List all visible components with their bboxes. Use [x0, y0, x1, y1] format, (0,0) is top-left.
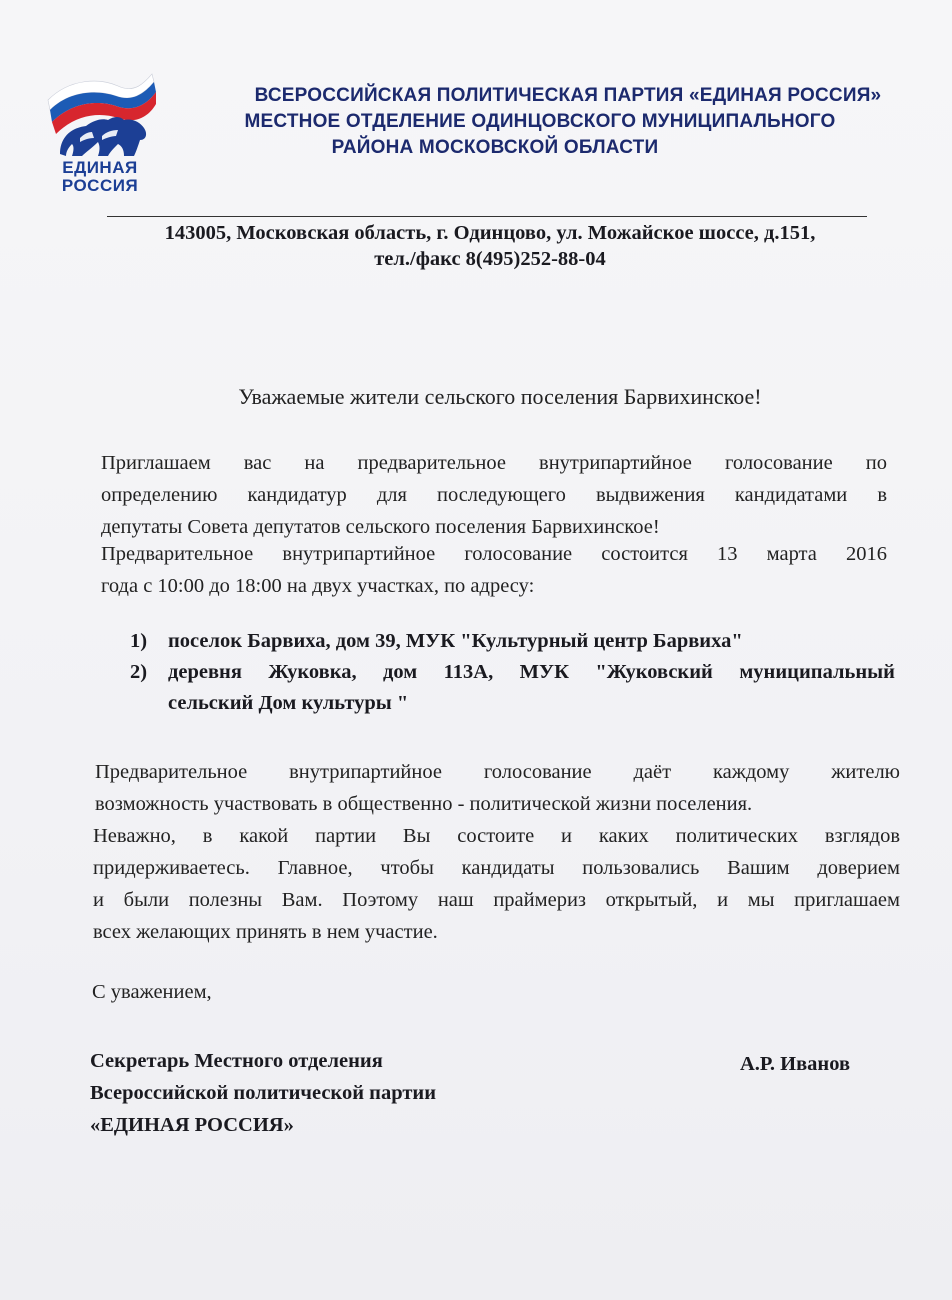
paragraph-line: определению кандидатур для последующего выдвижения кандидатами в: [101, 484, 887, 506]
paragraph-open-primary: [93, 820, 900, 948]
paragraph-line: придерживаетесь. Главное, чтобы кандидаты пользовались Вашим доверием: [93, 857, 900, 879]
greeting-heading: Уважаемые жители сельского поселения Барвихинское!: [238, 384, 762, 409]
paragraph-line: всех желающих принять в нем участие.: [93, 921, 438, 943]
signer-name: А.Р. Иванов: [740, 1053, 851, 1075]
paragraph-line: Неважно, в какой партии Вы состоите и каких политических взглядов: [93, 825, 900, 847]
location-number: 2): [130, 661, 148, 683]
location-line: деревня Жуковка, дом 113А, МУК "Жуковский муниципальный: [168, 661, 895, 683]
signature-line: «ЕДИНАЯ РОССИЯ»: [90, 1114, 294, 1136]
location-number: 1): [130, 630, 148, 652]
signature-line: Секретарь Местного отделения: [90, 1050, 383, 1072]
signature-block: [90, 1045, 436, 1141]
header-title-line3: РАЙОНА МОСКОВСКОЙ ОБЛАСТИ: [331, 137, 659, 158]
address-line: 143005, Московская область, г. Одинцово, ул. Можайское шоссе, д.151,: [164, 222, 816, 244]
locations-list: [130, 626, 895, 719]
header-divider: [107, 216, 867, 217]
paragraph-line: возможность участвовать в общественно - политической жизни поселения.: [95, 793, 753, 815]
paragraph-line: Предварительное внутрипартийное голосование даёт каждому жителю: [95, 761, 900, 783]
paragraph-line: депутаты Совета депутатов сельского поселения Барвихинское!: [101, 516, 660, 538]
phone-fax-line: тел./факс 8(495)252-88-04: [374, 248, 606, 270]
paragraph-date-time: [101, 538, 887, 602]
paragraph-line: года с 10:00 до 18:00 на двух участках, по адресу:: [101, 575, 535, 597]
logo-text-line2: РОССИЯ: [61, 176, 139, 195]
header-title-line2: МЕСТНОЕ ОТДЕЛЕНИЕ ОДИНЦОВСКОГО МУНИЦИПАЛЬНОГО: [244, 111, 836, 132]
location-item: [130, 657, 895, 719]
header-title-line1: ВСЕРОССИЙСКАЯ ПОЛИТИЧЕСКАЯ ПАРТИЯ «ЕДИНАЯ РОССИЯ»: [254, 85, 882, 106]
paragraph-opportunity: [95, 756, 900, 820]
flag-bear-icon: [40, 68, 160, 160]
location-line: сельский Дом культуры ": [168, 692, 409, 714]
party-logo: [40, 68, 160, 198]
logo-text-line1: ЕДИНАЯ: [62, 158, 138, 177]
location-line: поселок Барвиха, дом 39, МУК "Культурный центр Барвиха": [168, 630, 743, 652]
paragraph-line: Предварительное внутрипартийное голосование состоится 13 марта 2016: [101, 543, 887, 565]
paragraph-invitation: [101, 447, 887, 543]
closing-text: С уважением,: [92, 981, 212, 1003]
paragraph-line: Приглашаем вас на предварительное внутрипартийное голосование по: [101, 452, 887, 474]
location-item: [130, 626, 895, 657]
paragraph-line: и были полезны Вам. Поэтому наш праймериз открытый, и мы приглашаем: [93, 889, 900, 911]
signature-line: Всероссийской политической партии: [90, 1082, 437, 1104]
